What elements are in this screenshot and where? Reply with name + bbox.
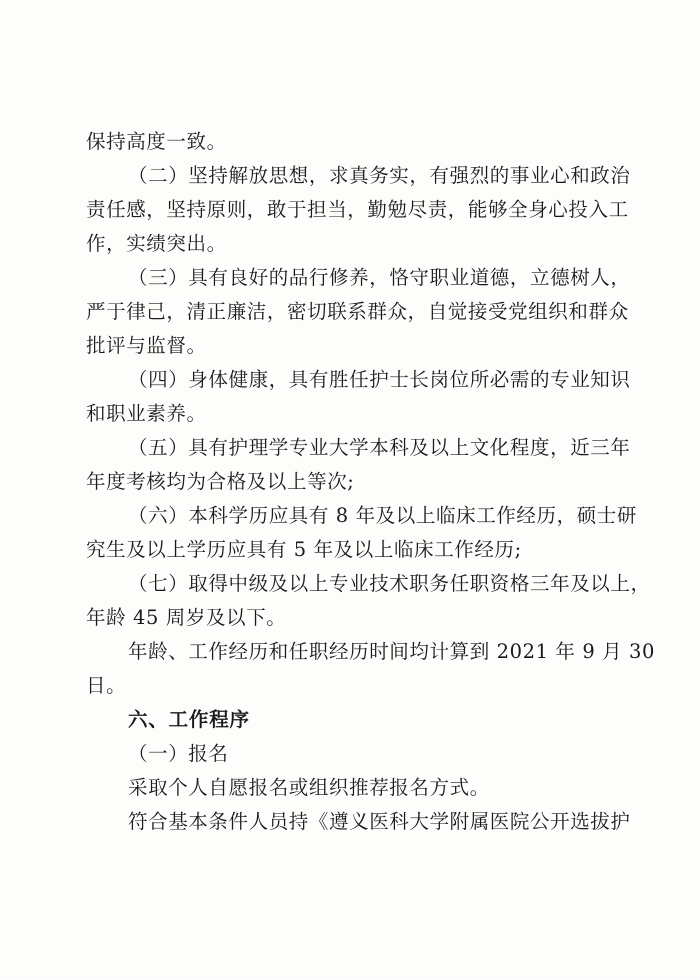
text-line: 日。	[86, 674, 127, 697]
text-line: 符合基本条件人员持《遵义医科大学附属医院公开选拔护	[128, 810, 631, 833]
text-line: 批评与监督。	[86, 334, 207, 357]
text-line: 究生及以上学历应具有 5 年及以上临床工作经历;	[86, 538, 522, 561]
text-line: （七）取得中级及以上专业技术职务任职资格三年及以上，	[128, 572, 651, 595]
text-line: 责任感，坚持原则，敢于担当，勤勉尽责，能够全身心投入工	[86, 198, 629, 221]
text-line: 和职业素养。	[86, 402, 207, 425]
text-line: 保持高度一致。	[86, 130, 227, 153]
text-line: 严于律己，清正廉洁，密切联系群众，自觉接受党组织和群众	[86, 300, 629, 323]
text-line: （二）坚持解放思想，求真务实，有强烈的事业心和政治	[128, 164, 631, 187]
text-line: （三）具有良好的品行修养，恪守职业道德，立德树人，	[128, 266, 631, 289]
text-line: （六）本科学历应具有 8 年及以上临床工作经历，硕士研	[128, 504, 638, 527]
text-line: （四）身体健康，具有胜任护士长岗位所必需的专业知识	[128, 368, 631, 391]
subsection-heading: （一）报名	[128, 742, 229, 765]
text-line: （五）具有护理学专业大学本科及以上文化程度，近三年	[128, 436, 631, 459]
text-line: 年龄 45 周岁及以下。	[86, 606, 287, 629]
text-line: 年度考核均为合格及以上等次;	[86, 470, 355, 493]
text-line: 采取个人自愿报名或组织推荐报名方式。	[128, 776, 490, 799]
text-line: 年龄、工作经历和任职经历时间均计算到 2021 年 9 月 30	[128, 640, 656, 663]
section-heading: 六、工作程序	[128, 708, 250, 731]
text-line: 作，实绩突出。	[86, 232, 227, 255]
